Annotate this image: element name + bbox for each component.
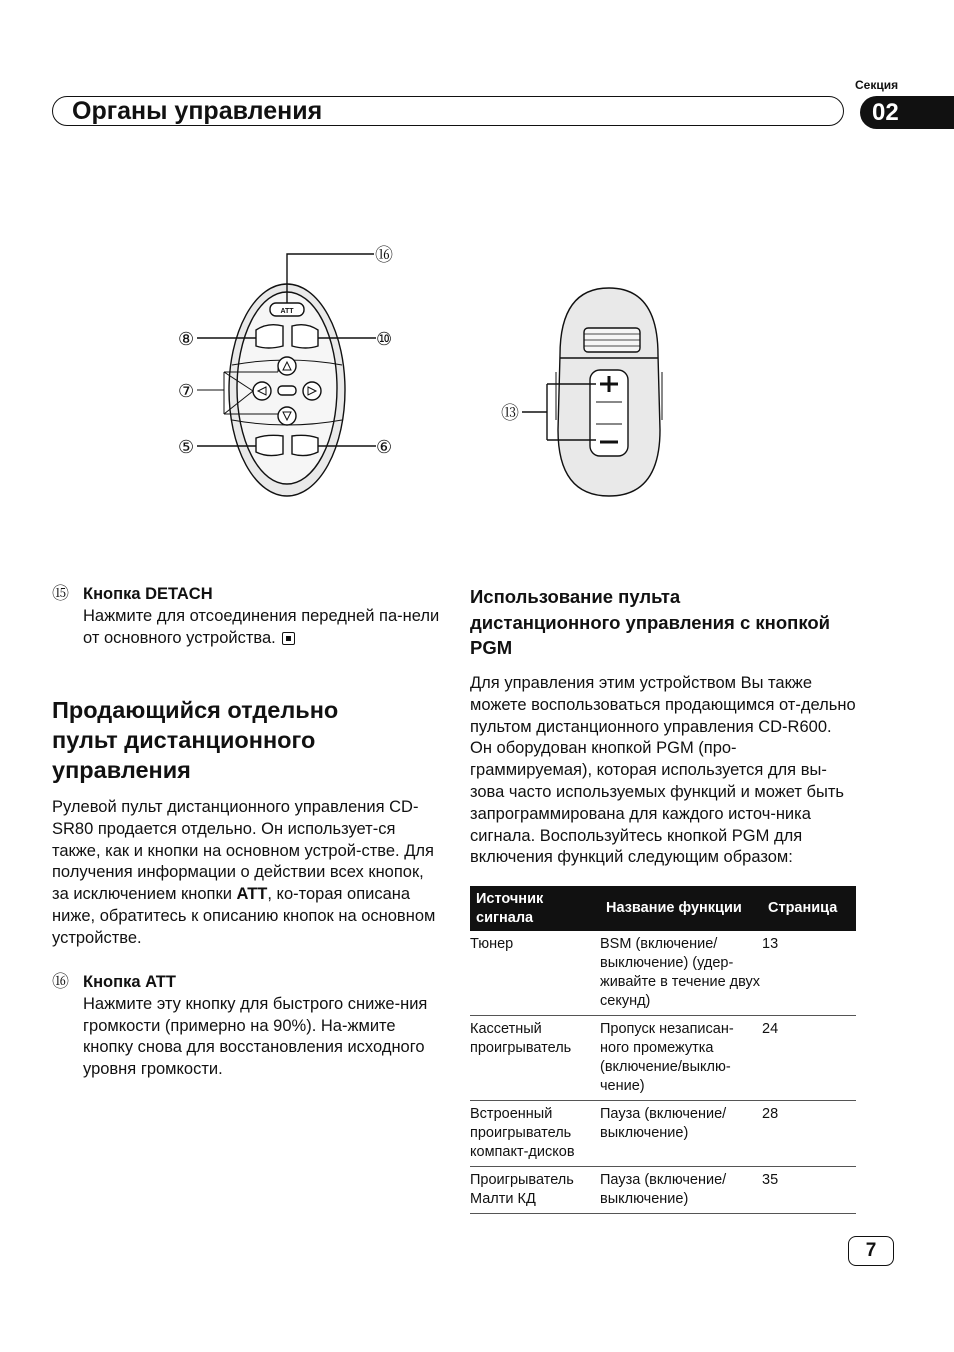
item-description: Нажмите для отсоединения передней па-нели от основного устройства. xyxy=(83,606,440,647)
table-row xyxy=(470,1016,856,1101)
item-detach xyxy=(52,584,440,649)
table-cell: 24 xyxy=(762,1016,856,1101)
table-cell: Пауза (включение/ выключение) xyxy=(600,1167,762,1214)
end-mark-icon xyxy=(282,632,295,645)
table-row xyxy=(470,1101,856,1167)
page-number: 7 xyxy=(848,1236,894,1266)
item-att xyxy=(52,972,440,1081)
callout-6: ⑥ xyxy=(376,437,393,458)
paragraph-bold: ATT xyxy=(236,885,268,904)
body-paragraph-right: Для управления этим устройством Вы также можете воспользоваться продающимся от-дельно пультом дистанционного управления CD-R600. Он оборудован кнопкой PGM (про-граммируемая), которая используется для вы-зова часто используемых функций и может быть запрограммирована для каждого источ-ника сигнала. Воспользуйтесь кнопкой PGM для включения функций следующим образом: xyxy=(470,674,856,867)
att-button-label: ATT xyxy=(280,308,294,315)
callout-8: ⑧ xyxy=(178,329,195,350)
item-number: ⑯ xyxy=(52,972,69,992)
table-cell: Пропуск незаписан-ного промежутка (включение/выклю-чение) xyxy=(600,1016,762,1101)
body-paragraph xyxy=(52,797,440,950)
item-description: Нажмите эту кнопку для быстрого сниже-ния громкости (примерно на 90%). На-жмите кнопку снова для восстановления исходного уровня громкости. xyxy=(83,994,428,1079)
table-cell: Встроенный проигрыватель компакт-дисков xyxy=(470,1101,600,1167)
pgm-remote-drawing xyxy=(522,288,662,496)
pgm-functions-table xyxy=(470,886,856,1214)
subsection-heading: Использование пульта дистанционного управления с кнопкой PGM xyxy=(470,586,831,658)
table-cell: BSM (включение/ выключение) (удер-живайте в течение двух секунд) xyxy=(600,931,762,1016)
table-header: Название функции xyxy=(600,886,762,931)
remote-control-illustration xyxy=(170,240,670,510)
callout-10: ⑩ xyxy=(376,329,393,350)
steering-remote-drawing xyxy=(197,254,376,496)
table-cell: 28 xyxy=(762,1101,856,1167)
table-cell: Проигрыватель Малти КД xyxy=(470,1167,600,1214)
section-number: 02 xyxy=(872,99,899,126)
table-header: Источник сигнала xyxy=(470,886,600,931)
table-cell: Кассетный проигрыватель xyxy=(470,1016,600,1101)
callout-7: ⑦ xyxy=(178,381,195,402)
callout-16: ⑯ xyxy=(375,245,393,266)
paragraph-text-end: , ко-торая описана ниже, обратитесь к описанию кнопок на основном устройстве. xyxy=(52,885,436,947)
table-cell: Тюнер xyxy=(470,931,600,1016)
section-label: Секция xyxy=(855,78,899,92)
table-header-row xyxy=(470,886,856,931)
callout-13: ⑬ xyxy=(501,403,519,424)
table-cell: Пауза (включение/ выключение) xyxy=(600,1101,762,1167)
table-cell: 35 xyxy=(762,1167,856,1214)
item-title: Кнопка ATT xyxy=(83,973,176,991)
paragraph-text: Рулевой пульт дистанционного управления CD-SR80 продается отдельно. Он использует-ся также, как и кнопки на основном устрой-стве. Для получения информации о действии всех кнопок, за исключением кнопки xyxy=(52,798,434,904)
table-header: Страница xyxy=(762,886,856,931)
table-row xyxy=(470,931,856,1016)
item-title: Кнопка DETACH xyxy=(83,585,213,603)
table-row xyxy=(470,1167,856,1214)
callout-5: ⑤ xyxy=(178,437,195,458)
section-heading: Продающийся отдельно пульт дистанционного управления xyxy=(52,697,339,783)
table-cell: 13 xyxy=(762,931,856,1016)
page-title: Органы управления xyxy=(72,97,323,125)
item-number: ⑮ xyxy=(52,584,69,604)
